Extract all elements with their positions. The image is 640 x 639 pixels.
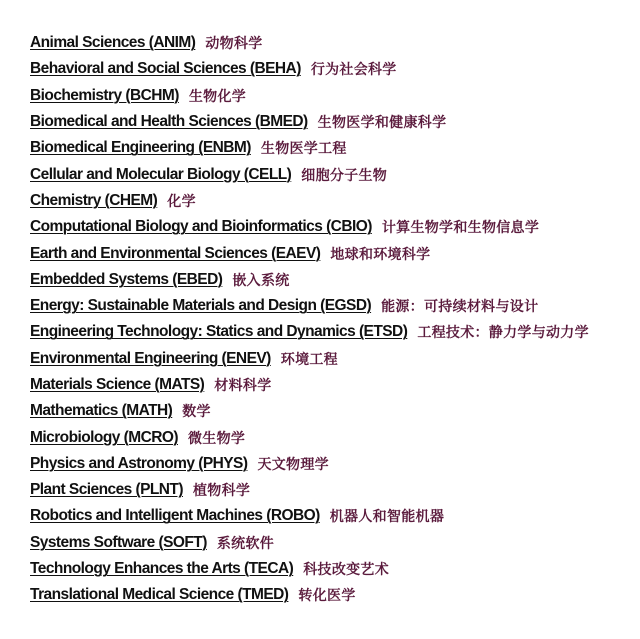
subject-translation: 动物科学 (205, 36, 263, 53)
list-item (30, 503, 630, 529)
subject-translation: 植物科学 (192, 483, 251, 500)
subject-link[interactable]: Chemistry (CHEM) (30, 191, 158, 209)
subject-link[interactable]: Robotics and Intelligent Machines (ROBO) (30, 507, 320, 525)
subject-translation: 生物医学和健康科学 (317, 115, 447, 132)
list-item (30, 240, 630, 266)
subject-translation: 行为社会科学 (310, 62, 397, 79)
list-item (30, 451, 630, 477)
list-item (30, 135, 630, 161)
subject-translation: 地球和环境科学 (330, 246, 431, 263)
subject-category-list (30, 30, 630, 609)
subject-translation: 微生物学 (187, 430, 246, 447)
subject-translation: 嵌入系统 (232, 272, 290, 289)
subject-translation: 科技改变艺术 (303, 562, 390, 579)
subject-translation: 计算生物学和生物信息学 (381, 220, 540, 237)
subject-translation: 细胞分子生物 (301, 167, 388, 184)
subject-translation: 生物化学 (188, 88, 247, 105)
list-item (30, 398, 630, 424)
list-item (30, 477, 630, 503)
subject-translation: 转化医学 (298, 588, 356, 605)
subject-translation: 能源：可持续材料与设计 (381, 299, 539, 316)
subject-link[interactable]: Biochemistry (BCHM) (30, 86, 179, 104)
list-item (30, 56, 630, 82)
list-item (30, 30, 630, 56)
list-item (30, 161, 630, 187)
list-item (30, 214, 630, 240)
subject-link[interactable]: Engineering Technology: Statics and Dynamics (ETSD) (30, 323, 408, 341)
subject-translation: 天文物理学 (257, 456, 329, 473)
subject-translation: 系统软件 (216, 535, 275, 552)
list-item (30, 83, 630, 109)
list-item (30, 319, 630, 345)
subject-translation: 材料科学 (214, 378, 272, 394)
subject-link[interactable]: Embedded Systems (EBED) (30, 270, 223, 288)
subject-translation: 数学 (182, 404, 211, 421)
subject-translation: 环境工程 (280, 351, 338, 368)
subject-link[interactable]: Mathematics (MATH) (30, 402, 173, 420)
subject-link[interactable]: Biomedical and Health Sciences (BMED) (30, 113, 308, 131)
list-item (30, 346, 630, 372)
subject-link[interactable]: Earth and Environmental Sciences (EAEV) (30, 244, 321, 262)
list-item (30, 556, 630, 582)
list-item (30, 582, 630, 608)
subject-translation: 工程技术：静力学与动力学 (417, 325, 589, 342)
list-item (30, 188, 630, 214)
list-item (30, 424, 630, 450)
subject-link[interactable]: Biomedical Engineering (ENBM) (30, 139, 251, 157)
subject-link[interactable]: Technology Enhances the Arts (TECA) (30, 560, 294, 578)
subject-link[interactable]: Materials Science (MATS) (30, 376, 205, 393)
list-item (30, 109, 630, 135)
subject-translation: 机器人和智能机器 (329, 509, 445, 526)
subject-link[interactable]: Microbiology (MCRO) (30, 428, 178, 446)
subject-translation: 生物医学工程 (260, 141, 347, 158)
subject-link[interactable]: Behavioral and Social Sciences (BEHA) (30, 60, 301, 78)
list-item (30, 267, 630, 293)
subject-link[interactable]: Energy: Sustainable Materials and Design (EGSD) (30, 297, 372, 315)
subject-link[interactable]: Computational Biology and Bioinformatics (CBIO) (30, 218, 372, 236)
subject-link[interactable]: Plant Sciences (PLNT) (30, 481, 183, 499)
subject-link[interactable]: Animal Sciences (ANIM) (30, 34, 196, 52)
list-item (30, 530, 630, 556)
subject-translation: 化学 (167, 193, 196, 210)
subject-link[interactable]: Translational Medical Science (TMED) (30, 586, 289, 604)
list-item (30, 372, 630, 398)
subject-link[interactable]: Environmental Engineering (ENEV) (30, 349, 271, 367)
list-item (30, 293, 630, 319)
subject-link[interactable]: Physics and Astronomy (PHYS) (30, 454, 248, 472)
subject-link[interactable]: Cellular and Molecular Biology (CELL) (30, 165, 292, 183)
subject-link[interactable]: Systems Software (SOFT) (30, 533, 207, 551)
